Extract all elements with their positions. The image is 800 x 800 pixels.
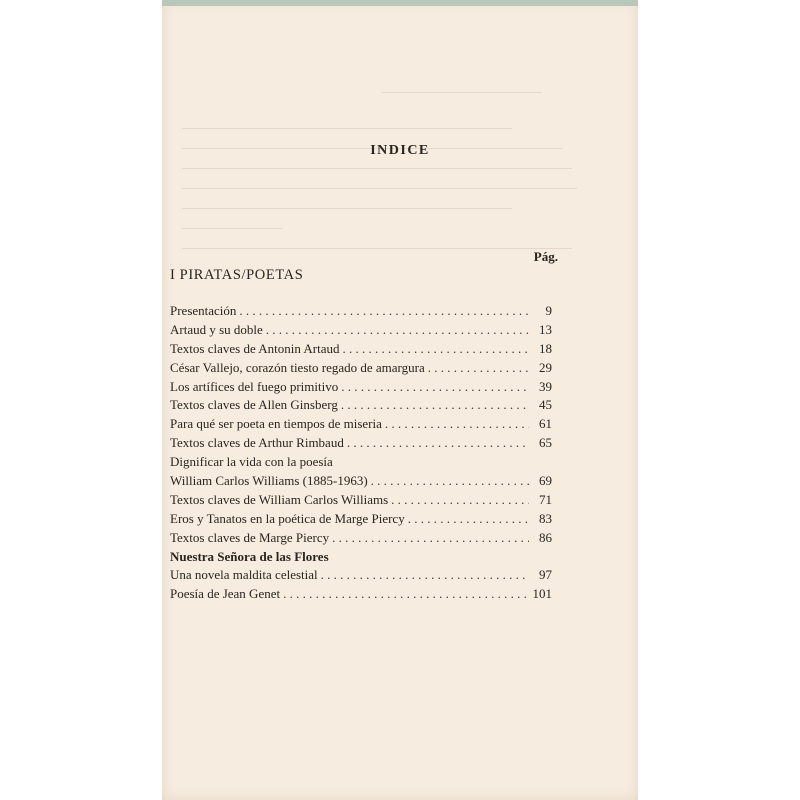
toc-entry-title: Poesía de Jean Genet	[170, 586, 281, 602]
toc-entry-page: 39	[539, 378, 552, 394]
toc-entry-page: 9	[545, 303, 552, 318]
toc-entry	[170, 303, 552, 322]
toc-entry-title: Textos claves de Antonin Artaud	[170, 340, 340, 356]
section-heading: I PIRATAS/POETAS	[170, 267, 304, 283]
toc-entry-page: 69	[539, 473, 552, 489]
dot-leader	[321, 567, 529, 583]
toc-entry-page: 101	[532, 586, 552, 602]
dot-leader	[283, 586, 529, 602]
toc-entry-title: Dignificar la vida con la poesía	[170, 454, 333, 470]
dot-leader	[428, 360, 529, 376]
toc-entry-page: 65	[539, 435, 552, 451]
toc-entry-title: Textos claves de William Carlos Williams	[170, 491, 389, 507]
book-page	[162, 0, 638, 800]
toc-entry	[170, 341, 552, 360]
toc-entry-title: Para qué ser poeta en tiempos de miseria	[170, 416, 382, 432]
toc-entry-title: Textos claves de Arthur Rimbaud	[170, 435, 344, 451]
toc-entry-page: 71	[539, 491, 552, 507]
dot-leader	[341, 397, 529, 413]
toc-entry	[170, 530, 552, 549]
toc-entry-page: 45	[539, 397, 552, 413]
toc-entry	[170, 435, 552, 454]
toc-entry	[170, 379, 552, 398]
toc-entry-title: Eros y Tanatos en la poética de Marge Piercy	[170, 510, 405, 526]
toc-entry-title: Textos claves de Allen Ginsberg	[170, 397, 338, 413]
toc-entry	[170, 416, 552, 435]
bleed-through-text	[162, 80, 638, 260]
toc-entry	[170, 454, 552, 473]
toc-entry	[170, 473, 552, 492]
table-of-contents	[170, 303, 552, 605]
dot-leader	[391, 492, 529, 508]
toc-entry-title: Artaud y su doble	[170, 321, 263, 337]
dot-leader	[343, 341, 529, 357]
toc-entry-page: 97	[539, 567, 552, 583]
toc-entry	[170, 360, 552, 379]
dot-leader	[266, 322, 529, 338]
toc-entry-title: Una novela maldita celestial	[170, 567, 318, 583]
dot-leader	[239, 303, 529, 319]
toc-entry-page: 18	[539, 340, 552, 356]
toc-entry-page: 13	[539, 321, 552, 337]
toc-entry	[170, 492, 552, 511]
dot-leader	[408, 511, 529, 527]
toc-entry-title: Presentación	[170, 303, 237, 318]
toc-entry	[170, 397, 552, 416]
toc-entry-page: 83	[539, 510, 552, 526]
toc-entry	[170, 322, 552, 341]
toc-entry-page: 86	[539, 529, 552, 545]
toc-entry	[170, 511, 552, 530]
index-heading: INDICE	[370, 143, 430, 158]
toc-entry-title: Los artífices del fuego primitivo	[170, 378, 339, 394]
dot-leader	[332, 530, 529, 546]
toc-entry	[170, 567, 552, 586]
toc-entry	[170, 586, 552, 605]
dot-leader	[385, 416, 529, 432]
toc-entry-title: Textos claves de Marge Piercy	[170, 529, 330, 545]
page-column-label: Pág.	[533, 249, 558, 264]
dot-leader	[347, 435, 529, 451]
dot-leader	[341, 379, 529, 395]
toc-entry-title: César Vallejo, corazón tiesto regado de amargura	[170, 359, 425, 375]
toc-entry-title: Nuestra Señora de las Flores	[170, 548, 329, 564]
cover-edge	[162, 0, 638, 6]
dot-leader	[371, 473, 529, 489]
toc-entry	[170, 549, 552, 568]
toc-entry-page: 29	[539, 359, 552, 375]
toc-entry-page: 61	[539, 416, 552, 432]
toc-entry-title: William Carlos Williams (1885-1963)	[170, 473, 368, 489]
